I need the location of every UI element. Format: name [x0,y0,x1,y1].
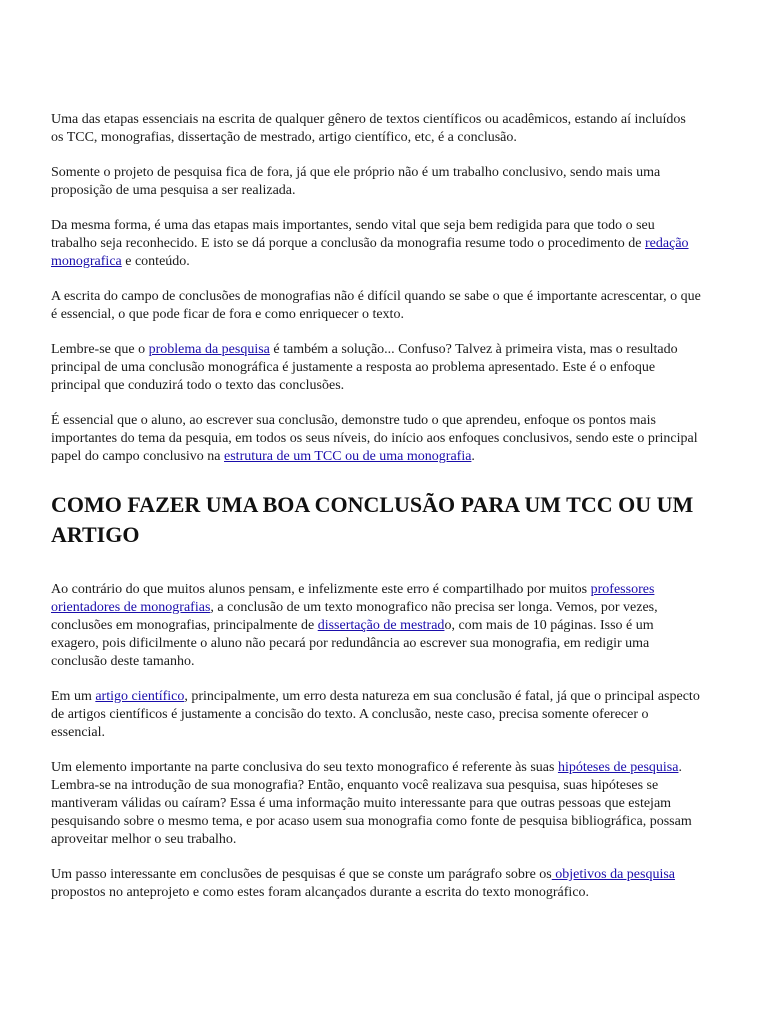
paragraph-5 [51,341,701,395]
paragraph-text: o, com mais de 10 páginas. Isso é um exagero, pois dificilmente o aluno não pecará por redundância ao escrever sua monografia, em redigir uma conclusão deste tamanho. [51,618,654,669]
paragraph-6 [51,412,701,466]
paragraph-text: e conteúdo. [121,254,190,269]
paragraph-8 [51,688,701,742]
paragraph-text: Lembre-se que o [51,342,149,357]
paragraph-10 [51,866,701,902]
paragraph-text: Da mesma forma, é uma das etapas mais importantes, sendo vital que seja bem redigida para que todo o seu trabalho seja reconhecido. E isto se dá porque a conclusão da monografia resume todo o procedimento de [51,218,655,251]
link-objetivos-da-pesquisa[interactable]: objetivos da pesquisa [551,867,676,882]
link-hipoteses-de-pesquisa[interactable]: hipóteses de pesquisa [557,760,679,775]
section-heading: COMO FAZER UMA BOA CONCLUSÃO PARA UM TCC OU UM ARTIGO [51,492,694,547]
paragraph-9 [51,759,701,849]
paragraph-text: é também a solução... Confuso? Talvez à primeira vista, mas o resultado principal de uma conclusão monográfica é justamente a resposta ao problema apresentado. Este é o enfoque principal que conduzirá todo o texto das conclusões. [51,342,678,393]
paragraph-text: Em um [51,689,96,704]
paragraph-4: A escrita do campo de conclusões de monografias não é difícil quando se sabe o que é importante acrescentar, o que é essencial, o que pode ficar de fora e como enriquecer o texto. [51,289,701,322]
link-problema-da-pesquisa[interactable]: problema da pesquisa [148,342,270,357]
paragraph-text: . [471,449,475,464]
paragraph-text: Ao contrário do que muitos alunos pensam, e infelizmente este erro é compartilhado por muitos [51,582,591,597]
paragraph-7 [51,581,701,671]
link-artigo-cientifico[interactable]: artigo científico [95,689,185,704]
paragraph-text: Um elemento importante na parte conclusiva do seu texto monografico é referente às suas [51,760,558,775]
link-estrutura-tcc[interactable]: estrutura de um TCC ou de uma monografia [224,449,472,464]
link-dissertacao-de-mestrado[interactable]: dissertação de mestrad [317,618,445,633]
paragraph-text: . Lembra-se na introdução de sua monografia? Então, enquanto você realizava sua pesquisa, suas hipóteses se mantiveram válidas ou caíram? Essa é uma informação muito interessante para que outras pessoas que estejam pesquisando sobre o mesmo tema, e por acaso usem sua monografia como fonte de pesquisa bibliográfica, possam aproveitar melhor o seu trabalho. [51,760,692,847]
paragraph-text: , a conclusão de um texto monografico não precisa ser longa. Vemos, por vezes, conclusões em monografias, principalmente de [51,600,658,633]
paragraph-3 [51,217,701,271]
document-body [51,111,701,919]
paragraph-text: propostos no anteprojeto e como estes foram alcançados durante a escrita do texto monográfico. [51,885,590,900]
paragraph-text: , principalmente, um erro desta natureza em sua conclusão é fatal, já que o principal aspecto de artigos científicos é justamente a concisão do texto. A conclusão, neste caso, precisa somente oferecer o essencial. [51,689,700,740]
paragraph-intro-1: Uma das etapas essenciais na escrita de qualquer gênero de textos científicos ou acadêmicos, estando aí incluídos os TCC, monografias, dissertação de mestrado, artigo científico, etc, é a conclusão. [51,112,686,145]
paragraph-intro-2: Somente o projeto de pesquisa fica de fora, já que ele próprio não é um trabalho conclusivo, sendo mais uma proposição de uma pesquisa a ser realizada. [51,165,661,198]
paragraph-text: Um passo interessante em conclusões de pesquisas é que se conste um parágrafo sobre os [51,867,552,882]
link-professores-orientadores[interactable]: professores orientadores de monografias [51,582,655,615]
paragraph-text: É essencial que o aluno, ao escrever sua conclusão, demonstre tudo o que aprendeu, enfoque os pontos mais importantes do tema da pesquia, em todos os seus níveis, do início aos enfoques conclusivos, sendo este o principal papel do campo conclusivo na [51,413,698,464]
link-redacao-monografica[interactable]: redação monografica [51,236,689,269]
